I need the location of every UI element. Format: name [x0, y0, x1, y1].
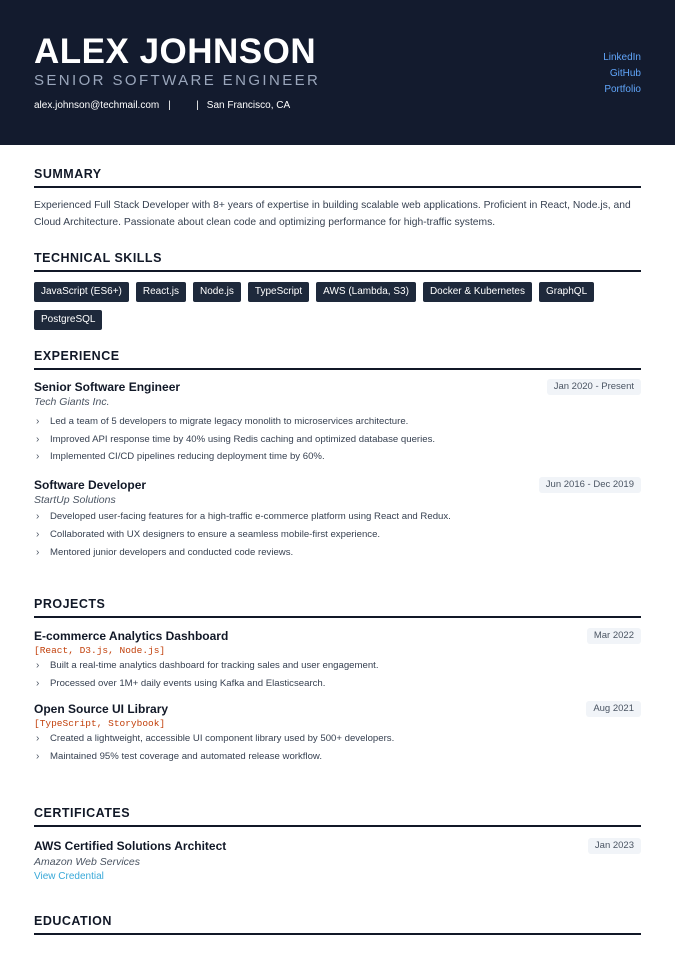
email-text[interactable]: alex.johnson@techmail.com [34, 100, 160, 111]
bullet-list [34, 413, 641, 466]
list-item: › Built a real-time analytics dashboard for tracking sales and user engagement. [34, 657, 641, 675]
experience-entry [34, 379, 641, 466]
chevron-right-icon: › [36, 733, 40, 745]
skill-tag: GraphQL [539, 282, 594, 302]
location-text: San Francisco, CA [206, 100, 291, 111]
list-item: › Processed over 1M+ daily events using Kafka and Elasticsearch. [34, 675, 641, 693]
chevron-right-icon: › [36, 451, 40, 463]
resume-header [0, 0, 675, 145]
date-badge: Mar 2022 [587, 628, 641, 644]
list-item: › Collaborated with UX designers to ensure a seamless mobile-first experience. [34, 526, 641, 544]
list-item: › Led a team of 5 developers to migrate legacy monolith to microservices architecture. [34, 413, 641, 431]
chevron-right-icon: › [36, 660, 40, 671]
chevron-right-icon: › [36, 751, 40, 763]
project-entry [34, 628, 641, 692]
section-title: EDUCATION [34, 914, 641, 935]
skill-tag: Node.js [193, 282, 241, 302]
bullet-list [34, 657, 641, 692]
summary-text: Experienced Full Stack Developer with 8+ years of expertise in building scalable web applications. Proficient in React, Node.js, and Cloud Architecture. Passionate about clean code and optimizing performance for high-traffic systems. [34, 200, 631, 228]
experience-entry [34, 477, 641, 561]
bullet-list [34, 730, 641, 765]
date-badge: Jan 2023 [588, 838, 641, 854]
candidate-name: ALEX JOHNSON [34, 32, 317, 71]
list-item: › Implemented CI/CD pipelines reducing deployment time by 60%. [34, 448, 641, 466]
skill-tag: Docker & Kubernetes [423, 282, 532, 302]
chevron-right-icon: › [36, 511, 40, 523]
chevron-right-icon: › [36, 433, 40, 445]
list-item: › Created a lightweight, accessible UI component library used by 500+ developers. [34, 730, 641, 748]
skill-tag: PostgreSQL [34, 310, 102, 330]
chevron-right-icon: › [36, 416, 40, 427]
list-item: › Developed user-facing features for a high-traffic e-commerce platform using React and Redux. [34, 508, 641, 526]
section-title: CERTIFICATES [34, 806, 641, 827]
date-badge: Jun 2016 - Dec 2019 [539, 477, 641, 493]
bullet-list [34, 508, 641, 561]
contact-separator: | [168, 100, 171, 111]
skill-tag: JavaScript (ES6+) [34, 282, 129, 302]
skill-tag: TypeScript [248, 282, 309, 302]
skill-tag: React.js [136, 282, 186, 302]
section-title: EXPERIENCE [34, 349, 641, 370]
skill-list [34, 282, 641, 330]
tech-stack: [TypeScript, Storybook] [34, 718, 166, 730]
company-name: StartUp Solutions [34, 494, 116, 507]
certificates-section [34, 806, 641, 882]
chevron-right-icon: › [36, 528, 40, 540]
section-title: PROJECTS [34, 597, 641, 618]
list-item: › Maintained 95% test coverage and automated release workflow. [34, 748, 641, 766]
chevron-right-icon: › [36, 677, 40, 689]
section-title: SUMMARY [34, 167, 641, 188]
chevron-right-icon: › [36, 546, 40, 558]
profile-links [603, 50, 641, 98]
contact-separator: | [196, 100, 199, 111]
company-name: Tech Giants Inc. [34, 396, 110, 408]
certificate-entry [34, 838, 641, 882]
certificate-name: AWS Certified Solutions Architect [34, 839, 227, 853]
experience-section [34, 349, 641, 561]
skills-section [34, 251, 641, 330]
list-item: › Improved API response time by 40% using Redis caching and optimized database queries. [34, 431, 641, 449]
date-badge: Jan 2020 - Present [547, 379, 641, 395]
view-credential-link[interactable]: View Credential [34, 871, 104, 882]
candidate-title: SENIOR SOFTWARE ENGINEER [34, 72, 321, 89]
projects-section [34, 597, 641, 766]
linkedin-link[interactable]: LinkedIn [603, 52, 641, 63]
summary-section [34, 167, 641, 231]
project-name: E-commerce Analytics Dashboard [34, 629, 229, 643]
github-link[interactable]: GitHub [609, 68, 641, 79]
project-entry [34, 701, 641, 765]
job-role: Senior Software Engineer [34, 380, 181, 394]
section-title: TECHNICAL SKILLS [34, 251, 641, 272]
date-badge: Aug 2021 [586, 701, 641, 717]
contact-line [34, 100, 290, 111]
skill-tag: AWS (Lambda, S3) [316, 282, 416, 302]
portfolio-link[interactable]: Portfolio [604, 84, 641, 95]
list-item: › Mentored junior developers and conducted code reviews. [34, 544, 641, 562]
education-section [34, 914, 641, 935]
job-role: Software Developer [34, 478, 147, 493]
certificate-issuer: Amazon Web Services [34, 856, 141, 868]
project-name: Open Source UI Library [34, 702, 169, 717]
tech-stack: [React, D3.js, Node.js] [34, 645, 166, 656]
